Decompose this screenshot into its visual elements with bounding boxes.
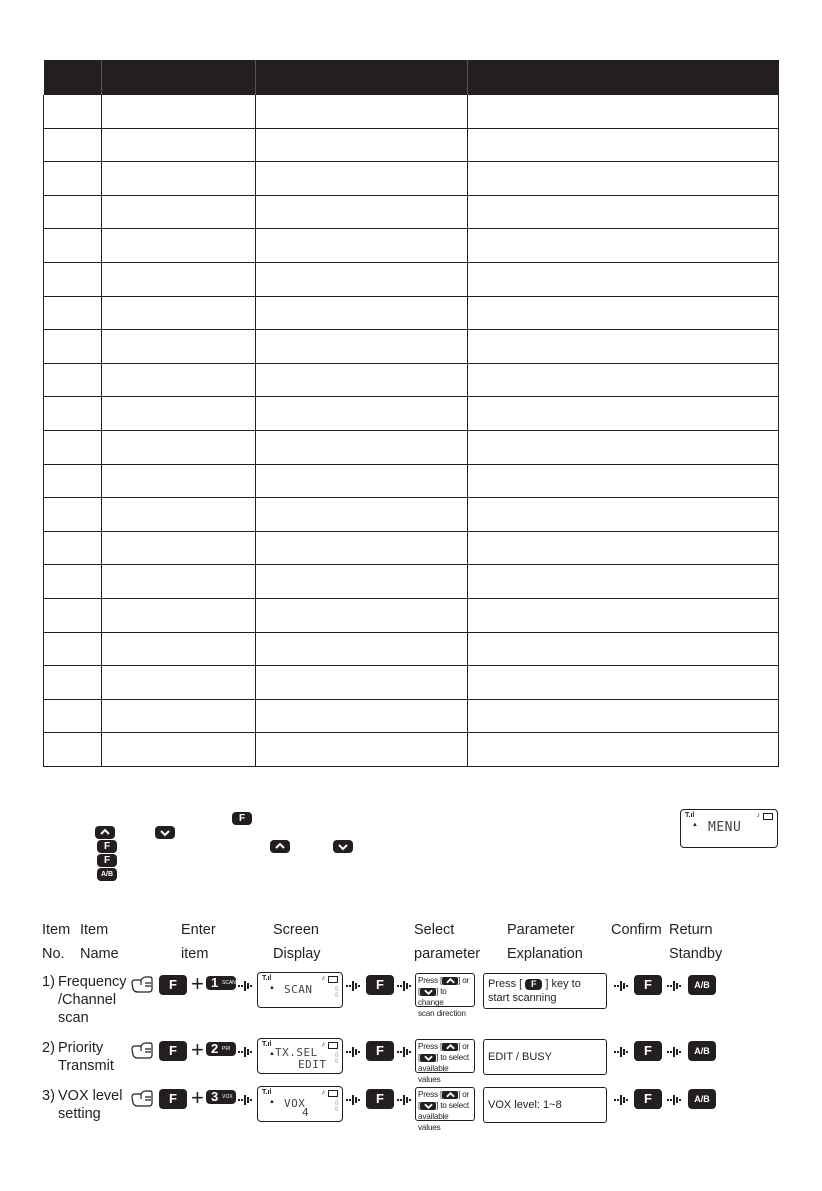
flow-arrow-icon <box>346 979 361 991</box>
table-cell <box>256 430 468 464</box>
table-row <box>44 531 779 565</box>
screen-line-1: SCAN <box>284 983 313 996</box>
up-key-icon <box>442 1043 458 1051</box>
plus-icon: + <box>191 1037 204 1062</box>
flow-arrow-icon <box>397 979 412 991</box>
explanation-text: EDIT / BUSY <box>488 1051 552 1063</box>
table-cell <box>102 666 256 700</box>
table-cell <box>468 195 779 229</box>
table-row <box>44 195 779 229</box>
table-cell <box>102 330 256 364</box>
table-cell <box>468 430 779 464</box>
mic-icon: ♪ <box>321 1089 325 1096</box>
arrow-indicator-icon: ▲ <box>269 985 275 991</box>
select-parameter-box <box>415 973 475 1018</box>
number-key-sub: VOX <box>222 1094 233 1100</box>
select-text: [ <box>418 1053 421 1062</box>
table-cell <box>468 666 779 700</box>
table-row <box>44 363 779 397</box>
header-screen-2: Display <box>273 946 321 962</box>
step-name-line: scan <box>58 1010 89 1026</box>
battery-icon <box>328 976 338 983</box>
table-cell <box>256 632 468 666</box>
header-return-1: Return <box>669 922 713 938</box>
table-cell <box>468 531 779 565</box>
channel-indicator-icon: ▯ ▯ <box>335 1052 338 1064</box>
select-text: ] or <box>458 1090 470 1099</box>
flow-arrow-icon <box>346 1093 361 1105</box>
header-select-2: parameter <box>414 946 481 962</box>
step-name-line: setting <box>58 1106 101 1122</box>
lcd-text: MENU <box>708 820 742 835</box>
header-enter-1: Enter <box>181 922 216 938</box>
table-cell <box>44 498 102 532</box>
table-cell <box>256 598 468 632</box>
channel-indicator-icon: ▯ ▯ <box>335 986 338 998</box>
select-text: Press [ <box>418 976 443 985</box>
table-row <box>44 229 779 263</box>
arrow-indicator-icon: ▲ <box>269 1051 275 1057</box>
table-cell <box>44 632 102 666</box>
table-row <box>44 95 779 128</box>
table-cell <box>44 262 102 296</box>
table-row <box>44 464 779 498</box>
f-key-icon: F <box>525 979 542 990</box>
up-key-icon <box>442 977 458 985</box>
signal-icon: T.ıl <box>262 1041 272 1048</box>
table-cell <box>468 95 779 128</box>
table-cell <box>102 262 256 296</box>
table-cell <box>44 330 102 364</box>
step-name-line: Transmit <box>58 1058 114 1074</box>
table-cell <box>256 363 468 397</box>
step-number: 2) <box>42 1040 55 1056</box>
table-cell <box>468 229 779 263</box>
screen-line-2: EDIT <box>298 1058 327 1071</box>
table-row <box>44 699 779 733</box>
table-cell <box>102 498 256 532</box>
f-key-icon: F <box>634 1089 662 1109</box>
flow-arrow-icon <box>614 979 629 991</box>
arrow-indicator-icon: ▲ <box>269 1099 275 1105</box>
step-screen-display <box>257 1086 343 1122</box>
table-cell <box>44 733 102 767</box>
table-cell <box>44 296 102 330</box>
step-name-line: VOX level <box>58 1088 123 1104</box>
table-cell <box>256 195 468 229</box>
table-cell <box>102 363 256 397</box>
step-name-line: /Channel <box>58 992 117 1008</box>
table-cell <box>256 531 468 565</box>
flow-arrow-icon <box>667 979 682 991</box>
step-number: 3) <box>42 1088 55 1104</box>
flow-arrow-icon <box>614 1045 629 1057</box>
explanation-text: Press [ <box>488 978 523 990</box>
table-cell <box>102 464 256 498</box>
up-key-icon <box>442 1091 458 1099</box>
f-key-icon: F <box>366 975 394 995</box>
channel-indicator-icon: ▯ ▯ <box>335 1100 338 1112</box>
table-cell <box>102 128 256 162</box>
signal-icon: T.ıl <box>262 975 272 982</box>
mic-icon: ♪ <box>321 975 325 982</box>
header-return-2: Standby <box>669 946 723 962</box>
table-cell <box>102 296 256 330</box>
down-key-icon <box>420 1054 436 1062</box>
table-header-cell <box>44 60 102 95</box>
down-key-icon <box>420 988 436 996</box>
table-row <box>44 397 779 431</box>
table-row <box>44 296 779 330</box>
f-key-icon: F <box>634 1041 662 1061</box>
table-cell <box>468 565 779 599</box>
table-cell <box>468 699 779 733</box>
table-cell <box>256 565 468 599</box>
header-select-1: Select <box>414 922 455 938</box>
table-cell <box>102 162 256 196</box>
number-key-digit: 2 <box>211 1041 219 1056</box>
select-text: ] or <box>458 976 470 985</box>
table-row <box>44 262 779 296</box>
table-cell <box>44 666 102 700</box>
table-cell <box>44 363 102 397</box>
screen-line-1: VOX <box>284 1097 306 1110</box>
table-row <box>44 565 779 599</box>
header-item-no-2: No. <box>42 946 65 962</box>
f-key-icon: F <box>159 1041 187 1061</box>
f-key-icon: F <box>97 854 117 867</box>
table-row <box>44 430 779 464</box>
table-cell <box>468 262 779 296</box>
table-cell <box>256 397 468 431</box>
flow-arrow-icon <box>614 1093 629 1105</box>
select-text: available values <box>418 1064 449 1084</box>
up-key-icon <box>95 826 115 839</box>
table-cell <box>102 565 256 599</box>
table-cell <box>44 95 102 128</box>
parameter-explanation-box <box>483 1039 607 1075</box>
flow-arrow-icon <box>238 1093 253 1105</box>
table-cell <box>102 733 256 767</box>
down-key-icon <box>155 826 175 839</box>
ab-key-icon: A/B <box>97 868 117 881</box>
header-item-no-1: Item <box>42 922 71 938</box>
press-hand-icon <box>130 1088 154 1108</box>
flow-arrow-icon <box>346 1045 361 1057</box>
table-cell <box>468 128 779 162</box>
lcd-preview <box>680 809 778 848</box>
table-cell <box>44 397 102 431</box>
explanation-text: VOX level: 1~8 <box>488 1099 562 1111</box>
table-header-row <box>44 60 779 95</box>
table-row <box>44 598 779 632</box>
step-screen-display <box>257 1038 343 1074</box>
table-cell <box>102 699 256 733</box>
table-cell <box>102 430 256 464</box>
mic-icon: ♪ <box>756 812 760 819</box>
table-cell <box>468 733 779 767</box>
header-screen-1: Screen <box>273 922 319 938</box>
table-header-cell <box>468 60 779 95</box>
table-cell <box>256 162 468 196</box>
step-name-line: Priority <box>58 1040 104 1056</box>
step-name-line: Frequency <box>58 974 127 990</box>
flow-arrow-icon <box>397 1045 412 1057</box>
select-text: ] to change <box>418 987 447 1007</box>
table-cell <box>44 430 102 464</box>
parameter-explanation-box <box>483 1087 607 1123</box>
select-text: ] or <box>458 1042 470 1051</box>
mic-icon: ♪ <box>321 1041 325 1048</box>
table-cell <box>468 598 779 632</box>
flow-arrow-icon <box>397 1093 412 1105</box>
table-cell <box>468 296 779 330</box>
table-cell <box>44 195 102 229</box>
number-key-icon <box>206 976 236 990</box>
table-row <box>44 162 779 196</box>
header-item-name-1: Item <box>80 922 109 938</box>
f-key-icon: F <box>634 975 662 995</box>
f-key-icon: F <box>366 1089 394 1109</box>
select-text: ] to select <box>436 1101 469 1110</box>
table-cell <box>102 531 256 565</box>
flow-arrow-icon <box>667 1093 682 1105</box>
table-cell <box>468 397 779 431</box>
table-row <box>44 632 779 666</box>
header-item-name-2: Name <box>80 946 119 962</box>
table-cell <box>44 229 102 263</box>
table-cell <box>102 95 256 128</box>
table-cell <box>256 229 468 263</box>
number-key-sub: SCAN <box>222 980 236 986</box>
header-param-1: Parameter <box>507 922 575 938</box>
select-text: available values <box>418 1112 449 1132</box>
header-param-2: Explanation <box>507 946 583 962</box>
f-key-icon: F <box>159 1089 187 1109</box>
flow-arrow-icon <box>238 979 253 991</box>
press-hand-icon <box>130 974 154 994</box>
screen-line-1: TX.SEL <box>275 1046 318 1059</box>
table-cell <box>256 498 468 532</box>
table-cell <box>44 699 102 733</box>
table-cell <box>468 162 779 196</box>
table-cell <box>256 262 468 296</box>
table-cell <box>102 632 256 666</box>
menu-table <box>43 60 779 767</box>
step-number: 1) <box>42 974 55 990</box>
table-cell <box>102 229 256 263</box>
plus-icon: + <box>191 971 204 996</box>
table-cell <box>468 464 779 498</box>
battery-icon <box>763 813 773 820</box>
table-cell <box>44 565 102 599</box>
table-cell <box>256 733 468 767</box>
table-cell <box>256 330 468 364</box>
table-header-cell <box>102 60 256 95</box>
plus-icon: + <box>191 1085 204 1110</box>
select-text: [ <box>418 1101 421 1110</box>
table-row <box>44 666 779 700</box>
explanation-text: ] key to start scanning <box>488 978 581 1004</box>
step-screen-display <box>257 972 343 1008</box>
select-text: [ <box>418 987 421 996</box>
table-row <box>44 128 779 162</box>
press-hand-icon <box>130 1040 154 1060</box>
select-text: ] to select <box>436 1053 469 1062</box>
table-cell <box>44 128 102 162</box>
screen-line-2: 4 <box>302 1106 310 1119</box>
f-key-icon: F <box>366 1041 394 1061</box>
ab-key-icon: A/B <box>688 1041 716 1061</box>
table-cell <box>44 531 102 565</box>
number-key-digit: 1 <box>211 975 219 990</box>
signal-icon: T.ıl <box>262 1089 272 1096</box>
table-cell <box>468 363 779 397</box>
number-key-sub: PRI <box>222 1046 231 1052</box>
f-key-icon: F <box>159 975 187 995</box>
ab-key-icon: A/B <box>688 1089 716 1109</box>
select-text: scan direction <box>418 1009 466 1018</box>
select-parameter-box <box>415 1039 475 1084</box>
table-cell <box>468 632 779 666</box>
table-cell <box>44 162 102 196</box>
flow-arrow-icon <box>667 1045 682 1057</box>
table-cell <box>468 330 779 364</box>
table-cell <box>256 666 468 700</box>
table-cell <box>256 464 468 498</box>
f-key-icon: F <box>97 840 117 853</box>
ab-key-icon: A/B <box>688 975 716 995</box>
up-key-icon <box>270 840 290 853</box>
select-parameter-box <box>415 1087 475 1132</box>
number-key-digit: 3 <box>211 1089 219 1104</box>
table-header-cell <box>256 60 468 95</box>
flow-arrow-icon <box>238 1045 253 1057</box>
table-cell <box>256 128 468 162</box>
table-cell <box>102 598 256 632</box>
battery-icon <box>328 1042 338 1049</box>
table-row <box>44 498 779 532</box>
table-row <box>44 733 779 767</box>
table-cell <box>468 498 779 532</box>
down-key-icon <box>420 1102 436 1110</box>
arrow-indicator-icon: ▲ <box>692 822 698 828</box>
parameter-explanation-box <box>483 973 607 1009</box>
signal-icon: T.ıl <box>685 812 695 819</box>
table-cell <box>44 464 102 498</box>
number-key-icon <box>206 1090 236 1104</box>
number-key-icon <box>206 1042 236 1056</box>
table-cell <box>102 397 256 431</box>
select-text: Press [ <box>418 1042 443 1051</box>
battery-icon <box>328 1090 338 1097</box>
table-cell <box>256 95 468 128</box>
table-cell <box>256 699 468 733</box>
table-cell <box>256 296 468 330</box>
select-text: Press [ <box>418 1090 443 1099</box>
table-cell <box>44 598 102 632</box>
header-enter-2: item <box>181 946 209 962</box>
table-cell <box>102 195 256 229</box>
header-confirm: Confirm <box>611 922 662 938</box>
table-row <box>44 330 779 364</box>
f-key-icon: F <box>232 812 252 825</box>
down-key-icon <box>333 840 353 853</box>
